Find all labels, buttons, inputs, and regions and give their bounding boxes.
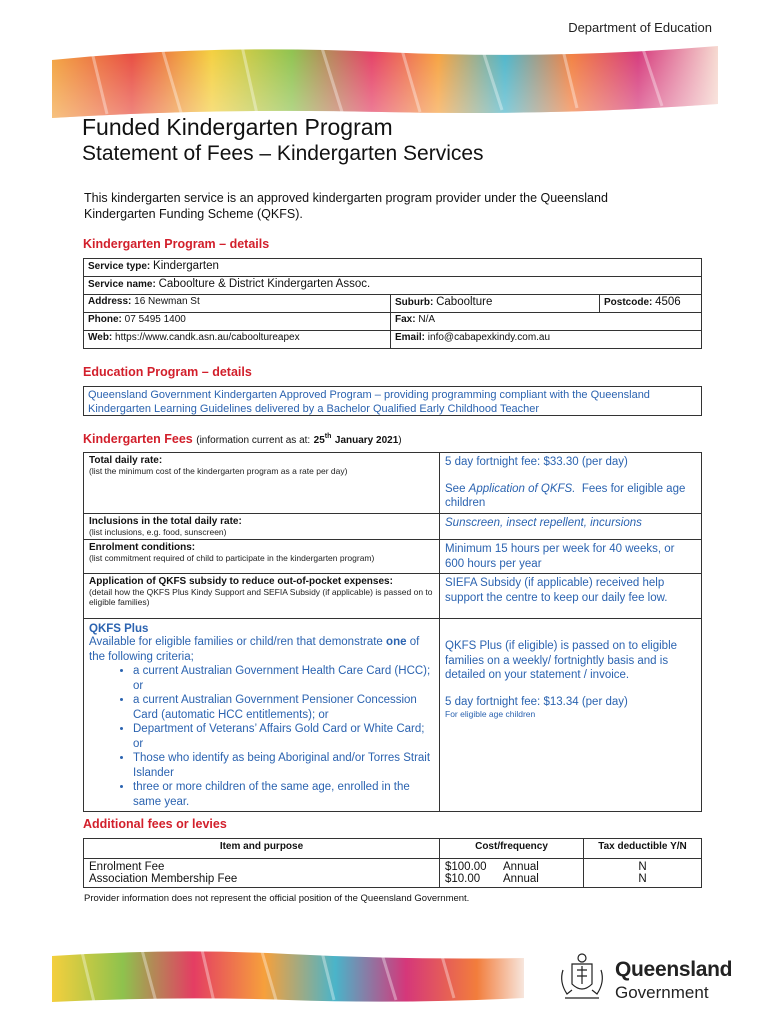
application-value: SIEFA Subsidy (if applicable) received help support the centre to keep our daily fee low. [440, 574, 702, 619]
department-name: Department of Education [568, 20, 712, 35]
document-title: Funded Kindergarten Program [82, 114, 393, 140]
enrolment-label: Enrolment conditions: [89, 542, 196, 553]
total-daily-value-cell [440, 453, 702, 514]
qkfs-plus-value-cell [440, 619, 702, 812]
qkfs-criteria-item: • Those who identify as being Aboriginal and/or Torres Strait Islander [133, 751, 434, 780]
address-label: Address: [88, 296, 132, 307]
service-name-label: Service name: [88, 279, 156, 290]
postcode-cell [600, 295, 702, 313]
qkfs-criteria-item: • a current Australian Government Health Care Card (HCC); or [133, 664, 434, 693]
footer-rainbow-banner [52, 948, 524, 1004]
fax-label: Fax: [395, 314, 416, 325]
total-daily-label-cell [84, 453, 440, 514]
additional-fees-heading: Additional fees or levies [83, 817, 227, 831]
fee-cost-row [445, 861, 578, 873]
education-details-box: Queensland Government Kindergarten Approved Program – providing programming compliant with the Queensland Kindergarten Learning Guidelines delivered by a Bachelor Qualified Early Childhood Teacher [83, 386, 702, 416]
service-name-cell [84, 277, 702, 295]
enrolment-sub: (list commitment required of child to participate in the kindergarten program) [89, 553, 375, 563]
fee-tax: N [638, 873, 647, 885]
address-value: 16 Newman St [134, 296, 200, 307]
qld-government-logo [555, 950, 733, 1006]
postcode-label: Postcode: [604, 297, 653, 308]
service-name-value: Caboolture & District Kindergarten Assoc. [158, 278, 371, 290]
fee-frequency: Annual [503, 861, 539, 873]
fees-table [83, 452, 702, 812]
total-daily-value: 5 day fortnight fee: $33.30 (per day) [445, 456, 628, 468]
fees-info-sup: th [324, 432, 332, 440]
fees-heading: Kindergarten Fees [83, 432, 193, 446]
logo-line-government: Government [615, 983, 709, 1002]
postcode-value: 4506 [655, 296, 681, 308]
program-details-table [83, 258, 702, 349]
inclusions-label-cell [84, 514, 440, 540]
fee-tax: N [638, 861, 647, 873]
fee-cost-row [445, 873, 578, 885]
phone-label: Phone: [88, 314, 122, 325]
inclusions-sub: (list inclusions, e.g. food, sunscreen) [89, 527, 227, 537]
qkfs-criteria-item: • three or more children of the same age, enrolled in the same year. [133, 780, 434, 809]
service-type-value: Kindergarten [153, 260, 219, 272]
logo-line-queensland: Queensland [615, 958, 733, 981]
phone-cell [84, 313, 391, 331]
education-details-heading: Education Program – details [83, 365, 252, 379]
see-suffix: Fees for eligible age children [445, 482, 686, 509]
disclaimer: Provider information does not represent the official position of the Queensland Government. [84, 893, 470, 904]
total-daily-label: Total daily rate: [89, 455, 163, 466]
enrolment-label-cell [84, 540, 440, 574]
fee-items-cell [84, 859, 440, 888]
additional-fees-table [83, 838, 702, 888]
qkfs-plus-cell [84, 619, 440, 812]
web-label: Web: [88, 332, 113, 343]
intro-paragraph: This kindergarten service is an approved kindergarten program provider under the Queensland Kindergarten Funding Scheme (QKFS). [84, 191, 608, 221]
qkfs-criteria-item: • a current Australian Government Pensioner Concession Card (automatic HCC entitlements); or [133, 693, 434, 722]
application-label-cell [84, 574, 440, 619]
fee-item: Enrolment Fee [89, 861, 165, 873]
inclusions-value: Sunscreen, insect repellent, incursions [440, 514, 702, 540]
fee-costs-cell [440, 859, 584, 888]
service-type-cell [84, 259, 702, 277]
fax-cell [391, 313, 702, 331]
qkfs-plus-value: QKFS Plus (if eligible) is passed on to eligible families on a weekly/ fortnightly basis and is detailed on your statement / invoice. [445, 640, 678, 681]
fees-info-prefix: (information current as at: [196, 435, 311, 446]
application-label: Application of QKFS subsidy to reduce out-of-pocket expenses: [89, 576, 393, 587]
qkfs-criteria-list [89, 664, 434, 809]
fee-frequency: Annual [503, 873, 539, 885]
coat-of-arms-icon [555, 950, 609, 1006]
fees-info-date: January 2021 [334, 435, 399, 446]
total-daily-sub: (list the minimum cost of the kindergarten program as a rate per day) [89, 466, 348, 476]
col-header-cost: Cost/frequency [440, 839, 584, 859]
suburb-value: Caboolture [436, 296, 493, 308]
qkfs-intro-b: of the following criteria; [89, 636, 420, 663]
web-link[interactable]: https://www.candk.asn.au/cabooltureapex [115, 332, 300, 343]
email-link[interactable]: info@cabapexkindy.com.au [427, 332, 551, 343]
inclusions-label: Inclusions in the total daily rate: [89, 516, 242, 527]
see-prefix: See [445, 482, 466, 495]
fee-item: Association Membership Fee [89, 873, 238, 885]
email-label: Email: [395, 332, 426, 343]
suburb-cell [391, 295, 600, 313]
qkfs-plus-fee: 5 day fortnight fee: $13.34 (per day) [445, 695, 628, 708]
service-type-label: Service type: [88, 261, 151, 272]
see-application-link: Application of QKFS. [468, 482, 576, 495]
fee-cost: $10.00 [445, 873, 481, 885]
qkfs-intro-a: Available for eligible families or child/ren that demonstrate [89, 636, 383, 648]
fee-cost: $100.00 [445, 861, 487, 873]
suburb-label: Suburb: [395, 297, 434, 308]
qkfs-plus-fee-note: For eligible age children [445, 709, 536, 719]
fee-tax-cell [584, 859, 702, 888]
application-sub: (detail how the QKFS Plus Kindy Support and SEFIA Subsidy (if applicable) is passed on to eligible families) [89, 587, 433, 607]
web-cell [84, 331, 391, 349]
rainbow-banner [52, 42, 718, 120]
program-details-heading: Kindergarten Program – details [83, 237, 270, 251]
qkfs-intro-one: one [386, 636, 407, 648]
enrolment-value: Minimum 15 hours per week for 40 weeks, or 600 hours per year [440, 540, 702, 574]
col-header-item: Item and purpose [84, 839, 440, 859]
qkfs-plus-intro [89, 635, 434, 664]
email-cell [391, 331, 702, 349]
fees-info-suffix: ) [398, 435, 402, 446]
col-header-tax: Tax deductible Y/N [584, 839, 702, 859]
qkfs-criteria-item: • Department of Veterans’ Affairs Gold Card or White Card; or [133, 722, 434, 751]
see-application-note [445, 482, 696, 511]
fees-heading-line [83, 432, 402, 446]
fax-value: N/A [418, 314, 436, 325]
fees-info-day: 25 [313, 435, 325, 446]
qkfs-plus-title: QKFS Plus [89, 623, 149, 635]
address-cell [84, 295, 391, 313]
phone-value: 07 5495 1400 [124, 314, 186, 325]
document-subtitle: Statement of Fees – Kindergarten Services [82, 142, 484, 165]
